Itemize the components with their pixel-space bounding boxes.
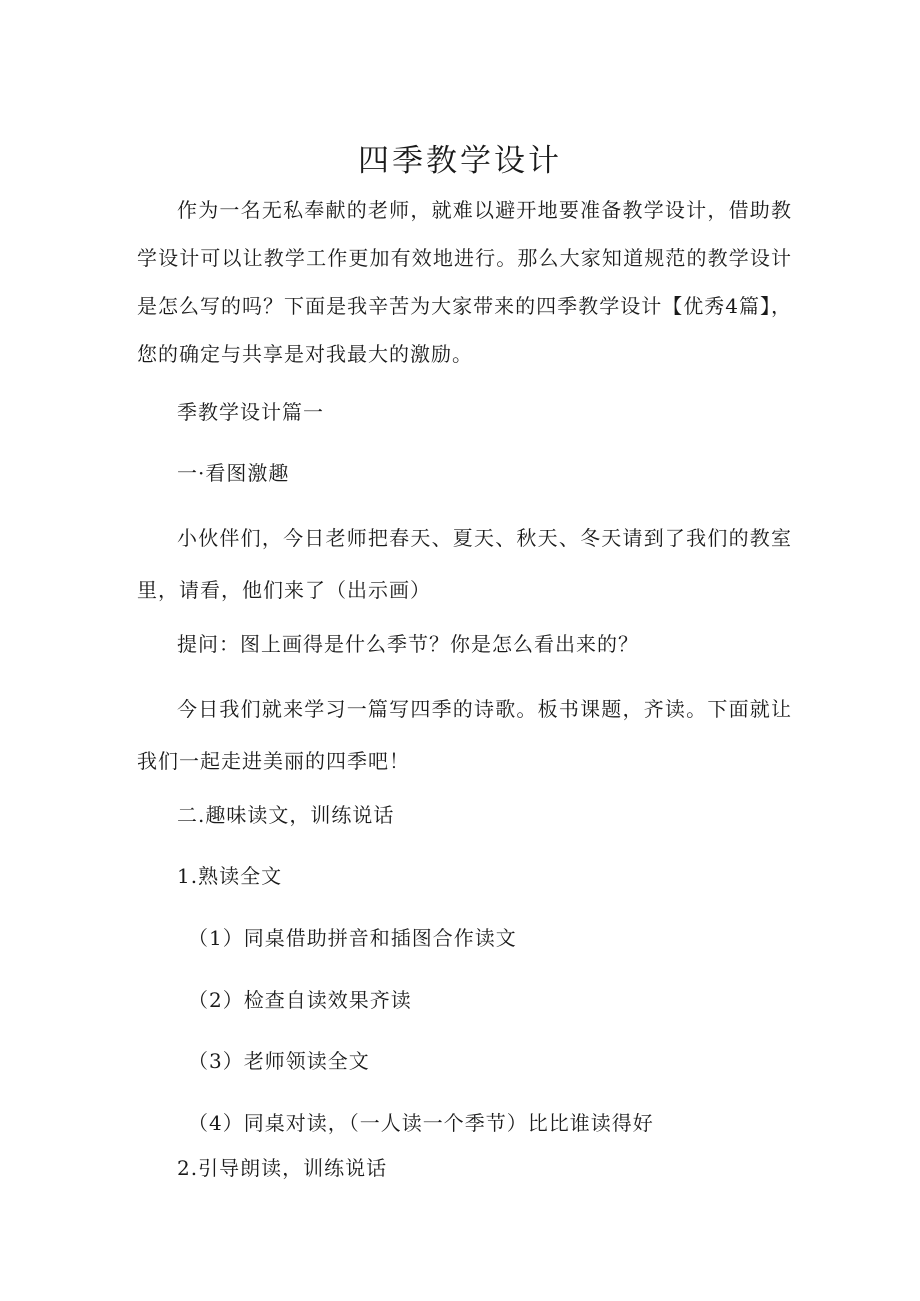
sub1-heading: 1.熟读全文 — [177, 864, 283, 888]
list-item: （2）检查自读效果齐读 — [188, 988, 412, 1012]
section-heading: 季教学设计篇一 — [177, 400, 324, 424]
list-item: （1）同桌借助拼音和插图合作读文 — [188, 926, 517, 950]
document-title: 四季教学设计 — [358, 142, 562, 179]
sub2-heading: 2.引导朗读，训练说话 — [177, 1156, 388, 1180]
step2-heading: 二.趣味读文，训练说话 — [177, 803, 395, 827]
list-item: （4）同桌对读，（一人读一个季节）比比谁读得好 — [188, 1111, 654, 1135]
step1-paragraph-2: 今日我们就来学习一篇写四季的诗歌。板书课题，齐读。下面就让我们一起走进美丽的四季吧！ — [137, 697, 792, 773]
step1-paragraph: 小伙伴们，今日老师把春天、夏天、秋天、冬天请到了我们的教室里，请看，他们来了（出示画） — [137, 526, 792, 602]
question-paragraph: 提问：图上画得是什么季节？你是怎么看出来的？ — [177, 632, 639, 656]
intro-paragraph: 作为一名无私奉献的老师，就难以避开地要准备教学设计，借助教学设计可以让教学工作更加有效地进行。那么大家知道规范的教学设计是怎么写的吗？下面是我辛苦为大家带来的四季教学设计【优秀4篇】，您的确定与共享是对我最大的激励。 — [137, 198, 792, 366]
step1-heading: 一·看图激趣 — [177, 461, 290, 485]
list-item: （3）老师领读全文 — [188, 1049, 370, 1073]
